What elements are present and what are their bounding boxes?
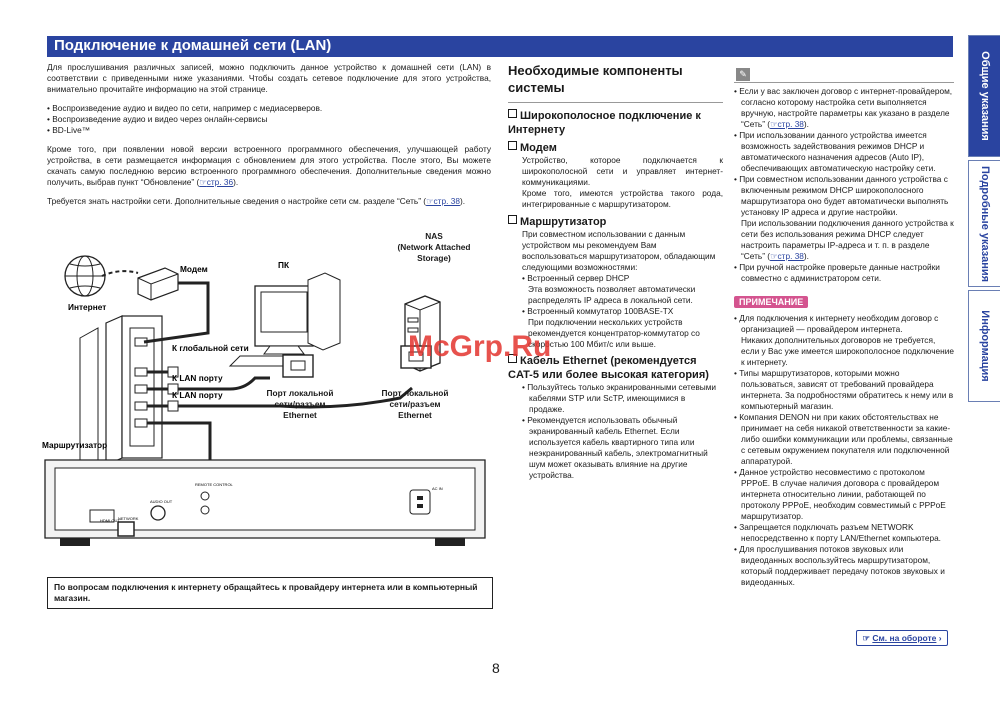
router-feature-1-text: Эта возможность позволяет автоматически распределять IP адреса в локальной сети. (528, 284, 696, 305)
pc-port-caption: Порт локальной сети/разъем Ethernet (266, 388, 334, 420)
tab-info[interactable] (968, 290, 1000, 402)
tip-item: • При ручной настройке проверьте данные настройки совместно с администратором сети. (734, 262, 940, 283)
intro-text: Для прослушивания различных записей, можно подключить данное устройство к домашней сети (LAN) в соответствии с приведенными ниже указаниями. Чтобы создать сетевое подключение для этого устройства, внимательно прочитайте информацию на этой странице. (47, 62, 491, 94)
cable-note-2: • Рекомендуется использовать обычный экранированный кабель Ethernet. Если используется кабель квартирного типа или неэкранированный кабель, электромагнитный шум может оказывать влияние на другие устройства. (522, 415, 708, 480)
footnote-box (47, 577, 493, 609)
nas-caption: NAS (Network Attached Storage) (397, 231, 471, 263)
modem-label: Модем (180, 264, 208, 274)
to-lan-label-2: К LAN порту (172, 390, 223, 400)
note-item: • Запрещается подключать разъем NETWORK непосредственно к порту LAN/Ethernet компьютера. (734, 522, 941, 543)
modem-text-2: Кроме того, имеются устройства такого рода, интегрированные с маршрутизатором. (522, 188, 723, 209)
network-page-link[interactable]: ☞стр. 38 (426, 196, 460, 206)
router-label: Маршрутизатор (42, 440, 108, 450)
router-heading: Маршрутизатор (508, 215, 723, 229)
tab-detailed[interactable] (968, 160, 1000, 287)
tab-detailed-label: Подробные указания (979, 165, 991, 282)
page-number: 8 (492, 660, 500, 676)
tip-item: • При использовании данного устройства имеется возможность задействования режимов DHCP и автоматического назначения адресов (Auto IP), обеспечивающих автоматическую настройку сети. (734, 130, 936, 173)
router-feature-2-text: При подключении нескольких устройств рекомендуется концентратор-коммутатор со скоростью 100 Мбит/с или выше. (528, 317, 700, 349)
player-back-panel (45, 460, 485, 546)
footnote-text: По вопросам подключения к интернету обращайтесь к провайдеру интернета или в компьютерный магазин. (54, 582, 478, 603)
modem-text-1: Устройство, которое подключается к широкополосной сети и управляет интернет-коммуникациями. (522, 155, 723, 187)
tip-item-extra: При использовании подключения данного устройства к сети без использования режима DHCP следует настроить параметры IP-адреса и т. п. в разделе “Сеть” (☞стр. 38). (741, 218, 954, 261)
feature-list (47, 103, 491, 136)
firmware-text: Кроме того, при появлении новой версии встроенного программного обеспечения, улучшающей работу устройства, в сети размещается информация с обновлением для этого устройства. После этого, Вы можете скачать самую последнюю версию встроенного программного обеспечения. Дополнительные сведения можно получить, выбрав пункт “Обновление” (☞стр. 36). (47, 144, 491, 187)
left-column (47, 62, 491, 215)
tip-page-link[interactable]: ☞стр. 38 (770, 119, 804, 129)
tip-item: • При совместном использовании данного устройства с включенным режимом DHCP широкополосного маршрутизатора оно будет автоматически выполнять установку IP адреса и другие настройки. (734, 174, 949, 217)
audio-out-label: AUDIO OUT (150, 499, 173, 504)
note-item: • Для подключения к интернету необходим договор с организацией — провайдером интернета. (734, 313, 939, 334)
pc-label: ПК (278, 260, 290, 270)
network-port-label: NETWORK (118, 516, 139, 521)
list-item: • Воспроизведение аудио и видео через онлайн-сервисы (47, 114, 268, 124)
modem-heading: Модем (508, 141, 723, 155)
router-feature-1: • Встроенный сервер DHCP (522, 273, 630, 283)
title-banner (47, 36, 953, 57)
ac-in-label: AC IN (432, 486, 443, 491)
see-over-button[interactable]: ☞ См. на обороте › (856, 630, 948, 646)
internet-globe-icon (65, 256, 105, 296)
page-title: Подключение к домашней сети (LAN) (54, 37, 332, 54)
remote-label: REMOTE CONTROL (195, 482, 233, 487)
tab-general-label: Общие указания (979, 51, 991, 141)
watermark: McGrp.Ru (408, 330, 552, 363)
note-item: • Типы маршрутизаторов, которыми можно пользоваться, зависят от требований провайдера интернета. За подробностями обратитесь к нему или в компьютерный магазин. (734, 368, 954, 411)
broadband-heading: Широкополосное подключение к Интернету (508, 110, 701, 136)
cable-note-1: • Пользуйтесь только экранированными сетевыми кабелями STP или ScTP, имеющимися в продаже. (522, 382, 717, 414)
middle-column (508, 62, 723, 481)
tip-page-link-2[interactable]: ☞стр. 38 (770, 251, 804, 261)
network-text: Требуется знать настройки сети. Дополнительные сведения о настройке сети см. разделе “Сеть” (☞стр. 38). (47, 196, 466, 206)
right-column (734, 86, 954, 588)
note-item-extra: Никаких дополнительных договоров не требуется, если у Вас уже имеется широкополосное подключение к интернету. (741, 335, 954, 367)
modem-icon (138, 268, 178, 300)
internet-label: Интернет (68, 302, 107, 312)
hdmi-label: HDMI OUT (100, 518, 120, 523)
router-feature-2: • Встроенный коммутатор 100BASE-TX (522, 306, 674, 316)
note-item: • Данное устройство несовместимо с протоколом PPPoE. В случае наличия договора с провайдером интернета относительно линии, работающей по протоколу PPPoE, необходим совместимый с PPPoE маршрутизатор. (734, 467, 946, 521)
firmware-page-link[interactable]: ☞стр. 36 (199, 177, 234, 187)
list-item: • BD-Live™ (47, 125, 91, 135)
note-badge: ПРИМЕЧАНИЕ (734, 296, 808, 308)
cable-heading: Кабель Ethernet (рекомендуется CAT-5 или более высокая категория) (508, 355, 709, 381)
nas-port-caption: Порт локальной сети/разъем Ethernet (381, 388, 449, 420)
note-item: • Для прослушивания потоков звуковых или видеоданных воспользуйтесь маршрутизатором, который поддерживает передачу потоков звуковых и видеоданных. (734, 544, 945, 587)
to-lan-label-1: К LAN порту (172, 373, 223, 383)
tab-general[interactable] (968, 35, 1000, 157)
note-item: • Компания DENON ни при каких обстоятельствах не принимает на себя никакой ответственности за какие-либо ошибки коммуникации или проблемы, связанные с сетевым окружением покупателя или подключенной аппаратурой. (734, 412, 953, 466)
components-heading: Необходимые компоненты системы (508, 63, 683, 95)
to-wan-label: К глобальной сети (172, 343, 249, 353)
tip-item: • Если у вас заключен договор с интернет-провайдером, согласно которому настройка сети выполняется вручную, настройте параметры как указано в разделе “Сеть” (☞стр. 38). (734, 86, 953, 129)
tab-info-label: Информация (979, 310, 991, 382)
pc-icon (230, 273, 340, 377)
list-item: • Воспроизведение аудио и видео по сети, например с медиасерверов. (47, 103, 323, 113)
router-text: При совместном использовании с данным устройством мы рекомендуем Вам воспользоваться маршрутизатором, обладающим следующими возможностями: (522, 229, 716, 272)
pencil-icon: ✎ (736, 68, 750, 81)
